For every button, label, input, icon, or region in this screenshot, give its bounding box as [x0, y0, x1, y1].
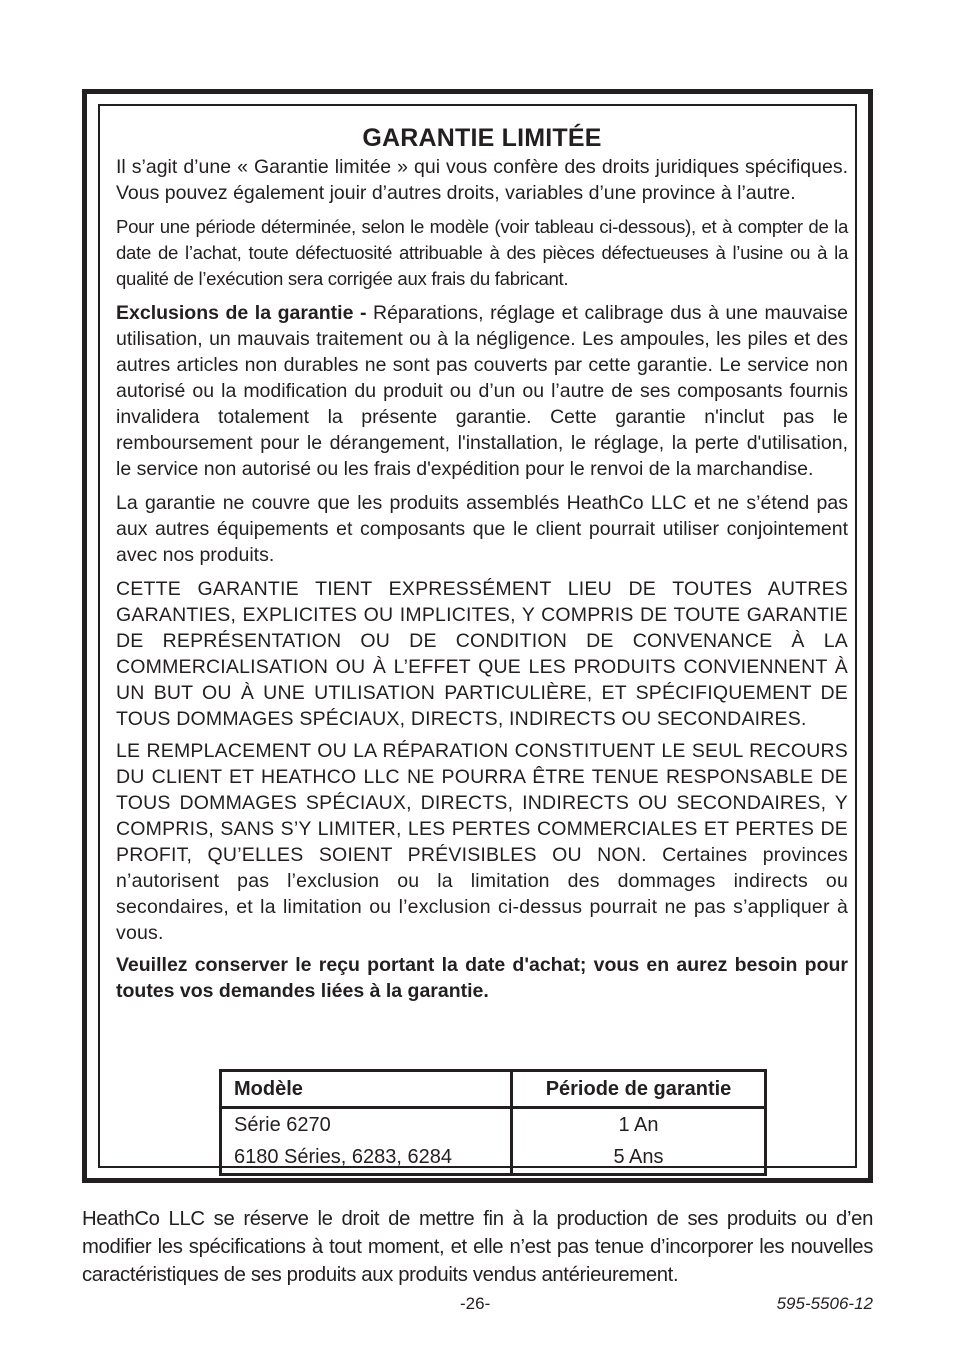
warranty-coverage: Pour une période déterminée, selon le modèle (voir tableau ci-dessous), et à compter de la date de l’achat, toute défectuosité attribuable à des pièces défectueuses à l’usine ou à la qualité de l’exécution sera corrigée aux frais du fabricant.: [116, 216, 848, 289]
warranty-content: [116, 122, 848, 1012]
warranty-intro: Il s’agit d’une « Garantie limitée » qui vous confère des droits juridiques spécifiques. Vous pouvez également jouir d’autres droits, variables d’une province à l’autre.: [116, 156, 848, 204]
document-code: 595-5506-12: [776, 1294, 873, 1313]
footer-note: HeathCo LLC se réserve le droit de mettre fin à la production de ses produits ou d’en modifier les spécifications à tout moment, et elle n’est pas tenue d’incorporer les nouvelles caractéristiques de ses produits aux produits vendus antérieurement.: [82, 1208, 873, 1286]
warranty-title: GARANTIE LIMITÉE: [362, 124, 602, 152]
table-cell-model: 6180 Séries, 6283, 6284: [221, 1141, 512, 1175]
table-row: [221, 1108, 766, 1142]
warranty-box: [82, 89, 873, 1183]
table-header-row: [221, 1071, 766, 1108]
warranty-exclusions: [116, 300, 848, 482]
exclusions-text: Réparations, réglage et calibrage dus à une mauvaise utilisation, un mauvais traitement ou à la négligence. Les ampoules, les piles et des autres articles non durables ne sont pas couverts par cette garantie. Le service non autorisé ou la modification du produit ou d’un ou l’autre de ses composants fournis invalidera totalement la présente garantie. Cette garantie n'inclut pas le remboursement pour le dérangement, l'installation, le réglage, la perte d'utilisation, le service non autorisé ou les frais d'expédition pour le renvoi de la marchandise.: [116, 302, 848, 480]
receipt-notice: Veuillez conserver le reçu portant la date d'achat; vous en aurez besoin pour toutes vos demandes liées à la garantie.: [116, 954, 848, 1002]
warranty-table: [219, 1069, 767, 1176]
table-row: [221, 1141, 766, 1175]
table-cell-period: 1 An: [618, 1113, 659, 1136]
warranty-scope: La garantie ne couvre que les produits assemblés HeathCo LLC et ne s’étend pas aux autres équipements et composants que le client pourrait utiliser conjointement avec nos produits.: [116, 492, 848, 566]
table-cell-model: Série 6270: [221, 1108, 512, 1142]
exclusions-label: Exclusions de la garantie -: [116, 302, 367, 324]
page-number: -26-: [460, 1294, 491, 1313]
warranty-inner-frame: [98, 104, 857, 1168]
warranty-disclaimer: CETTE GARANTIE TIENT EXPRESSÉMENT LIEU DE TOUTES AUTRES GARANTIES, EXPLICITES OU IMPLICITES, Y COMPRIS DE TOUTE GARANTIE DE REPRÉSENTATION OU DE CONDITION DE CONVENANCE À LA COMMERCIALISATION OU À L’EFFET QUE LES PRODUITS CONVIENNENT À UN BUT OU À UNE UTILISATION PARTICULIÈRE, ET SPÉCIFIQUEMENT DE TOUS DOMMAGES SPÉCIAUX, DIRECTS, INDIRECTS OU SECONDAIRES.: [116, 578, 848, 730]
table-header-model: Modèle: [221, 1071, 512, 1108]
table-cell-period: 5 Ans: [613, 1145, 664, 1168]
table-header-period: Période de garantie: [512, 1071, 766, 1108]
warranty-remedy: LE REMPLACEMENT OU LA RÉPARATION CONSTITUENT LE SEUL RECOURS DU CLIENT ET HEATHCO LLC NE POURRA ÊTRE TENUE RESPONSABLE DE TOUS DOMMAGES SPÉCIAUX, DIRECTS, INDIRECTS OU SECONDAIRES, Y COMPRIS, SANS S’Y LIMITER, LES PERTES COMMERCIALES ET PERTES DE PROFIT, QU’ELLES SOIENT PRÉVISIBLES OU NON. Certaines provinces n’autorisent pas l’exclusion ou la limitation des dommages indirects ou secondaires, et la limitation ou l’exclusion ci-dessus pourrait ne pas s’appliquer à vous.: [116, 740, 848, 944]
